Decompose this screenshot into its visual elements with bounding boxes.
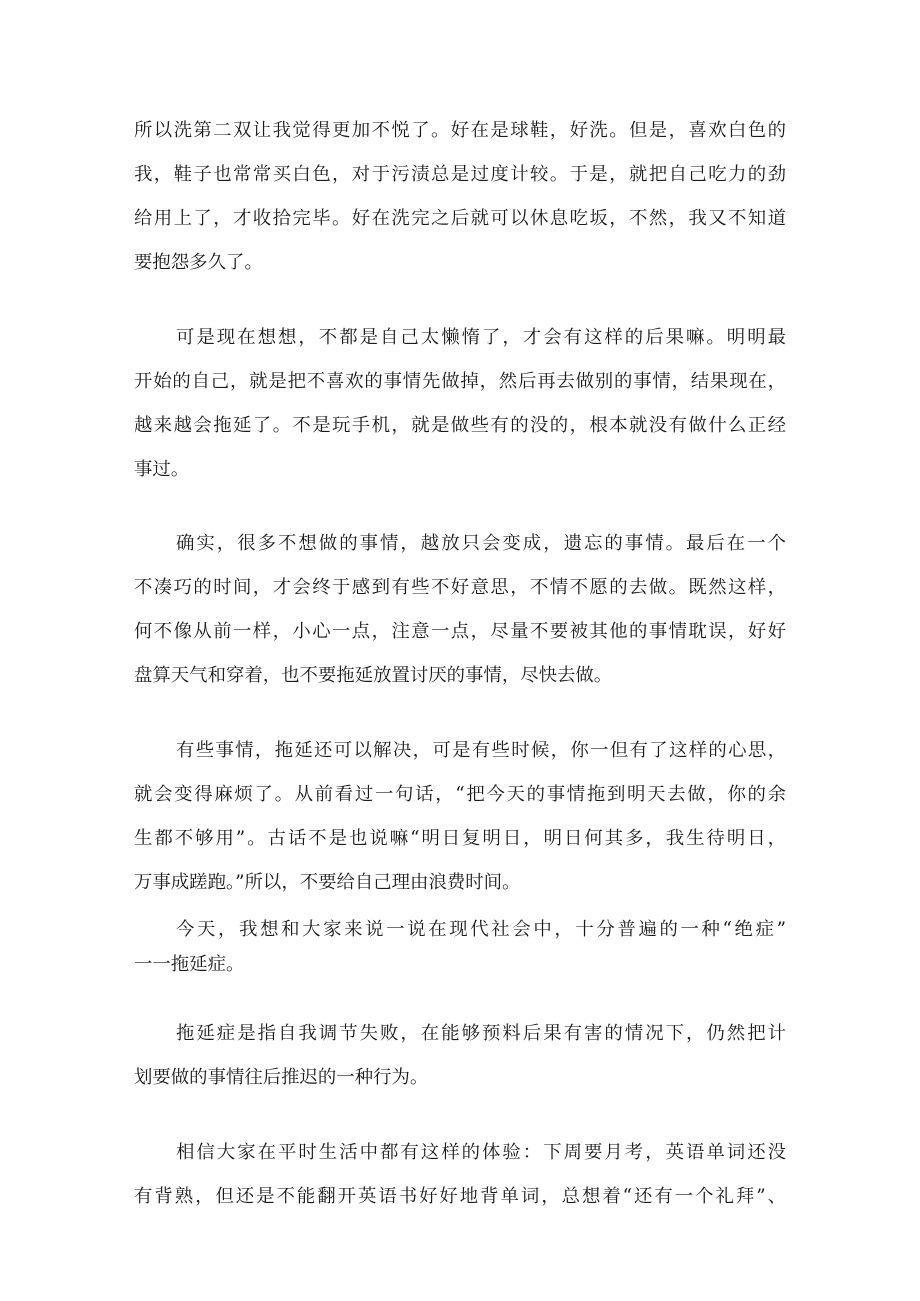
text-line: 拖延症是指自我调节失败，在能够预料后果有害的情况下，仍然把计: [176, 1023, 786, 1044]
text-line: 生都不够用”。古话不是也说嘛“明日复明日，明日何其多，我生待明日，: [134, 828, 786, 849]
text-line: 何不像从前一样，小心一点，注意一点，尽量不要被其他的事情耽误，好好: [134, 621, 786, 642]
text-line: 盘算天气和穿着，也不要拖延放置讨厌的事情，尽快去做。: [134, 665, 613, 686]
text-line: 万事成蹉跑。”所以，不要给自己理由浪费时间。: [134, 872, 521, 893]
text-line: 给用上了，才收拾完毕。好在洗完之后就可以休息吃坂，不然，我又不知道: [134, 208, 786, 229]
text-line: 确实，很多不想做的事情，越放只会变成，遗忘的事情。最后在一个: [176, 533, 786, 554]
text-line: 今天，我想和大家来说一说在现代社会中，十分普遍的一种“绝症”: [176, 919, 786, 940]
text-line: 就会变得麻烦了。从前看过一句话，“把今天的事情拖到明天去做，你的余: [134, 784, 786, 805]
text-line: 划要做的事情往后推迟的一种行为。: [134, 1067, 429, 1088]
text-line: 一一拖延症。: [134, 954, 245, 975]
text-line: 所以洗第二双让我觉得更加不悦了。好在是球鞋，好洗。但是，喜欢白色的: [134, 120, 786, 141]
text-line: 相信大家在平时生活中都有这样的体验：下周要月考，英语单词还没: [176, 1142, 786, 1163]
text-line: 不凑巧的时间，才会终于感到有些不好意思，不情不愿的去做。既然这样，: [134, 577, 786, 598]
text-line: 可是现在想想，不都是自己太懒惰了，才会有这样的后果嘛。明明最: [176, 327, 786, 348]
text-line: 事过。: [134, 459, 190, 480]
text-line: 越来越会拖延了。不是玩手机，就是做些有的没的，根本就没有做什么正经: [134, 415, 786, 436]
text-line: 要抱怨多久了。: [134, 252, 263, 273]
text-line: 有背熟，但还是不能翻开英语书好好地背单词，总想着“还有一个礼拜”、: [134, 1186, 786, 1207]
text-line: 有些事情，拖延还可以解决，可是有些时候，你一但有了这样的心思，: [176, 740, 786, 761]
text-line: 开始的自己，就是把不喜欢的事情先做掉，然后再去做别的事情，结果现在，: [134, 371, 786, 392]
text-line: 我，鞋子也常常买白色，对于污渍总是过度计较。于是，就把自己吃力的劲: [134, 164, 786, 185]
